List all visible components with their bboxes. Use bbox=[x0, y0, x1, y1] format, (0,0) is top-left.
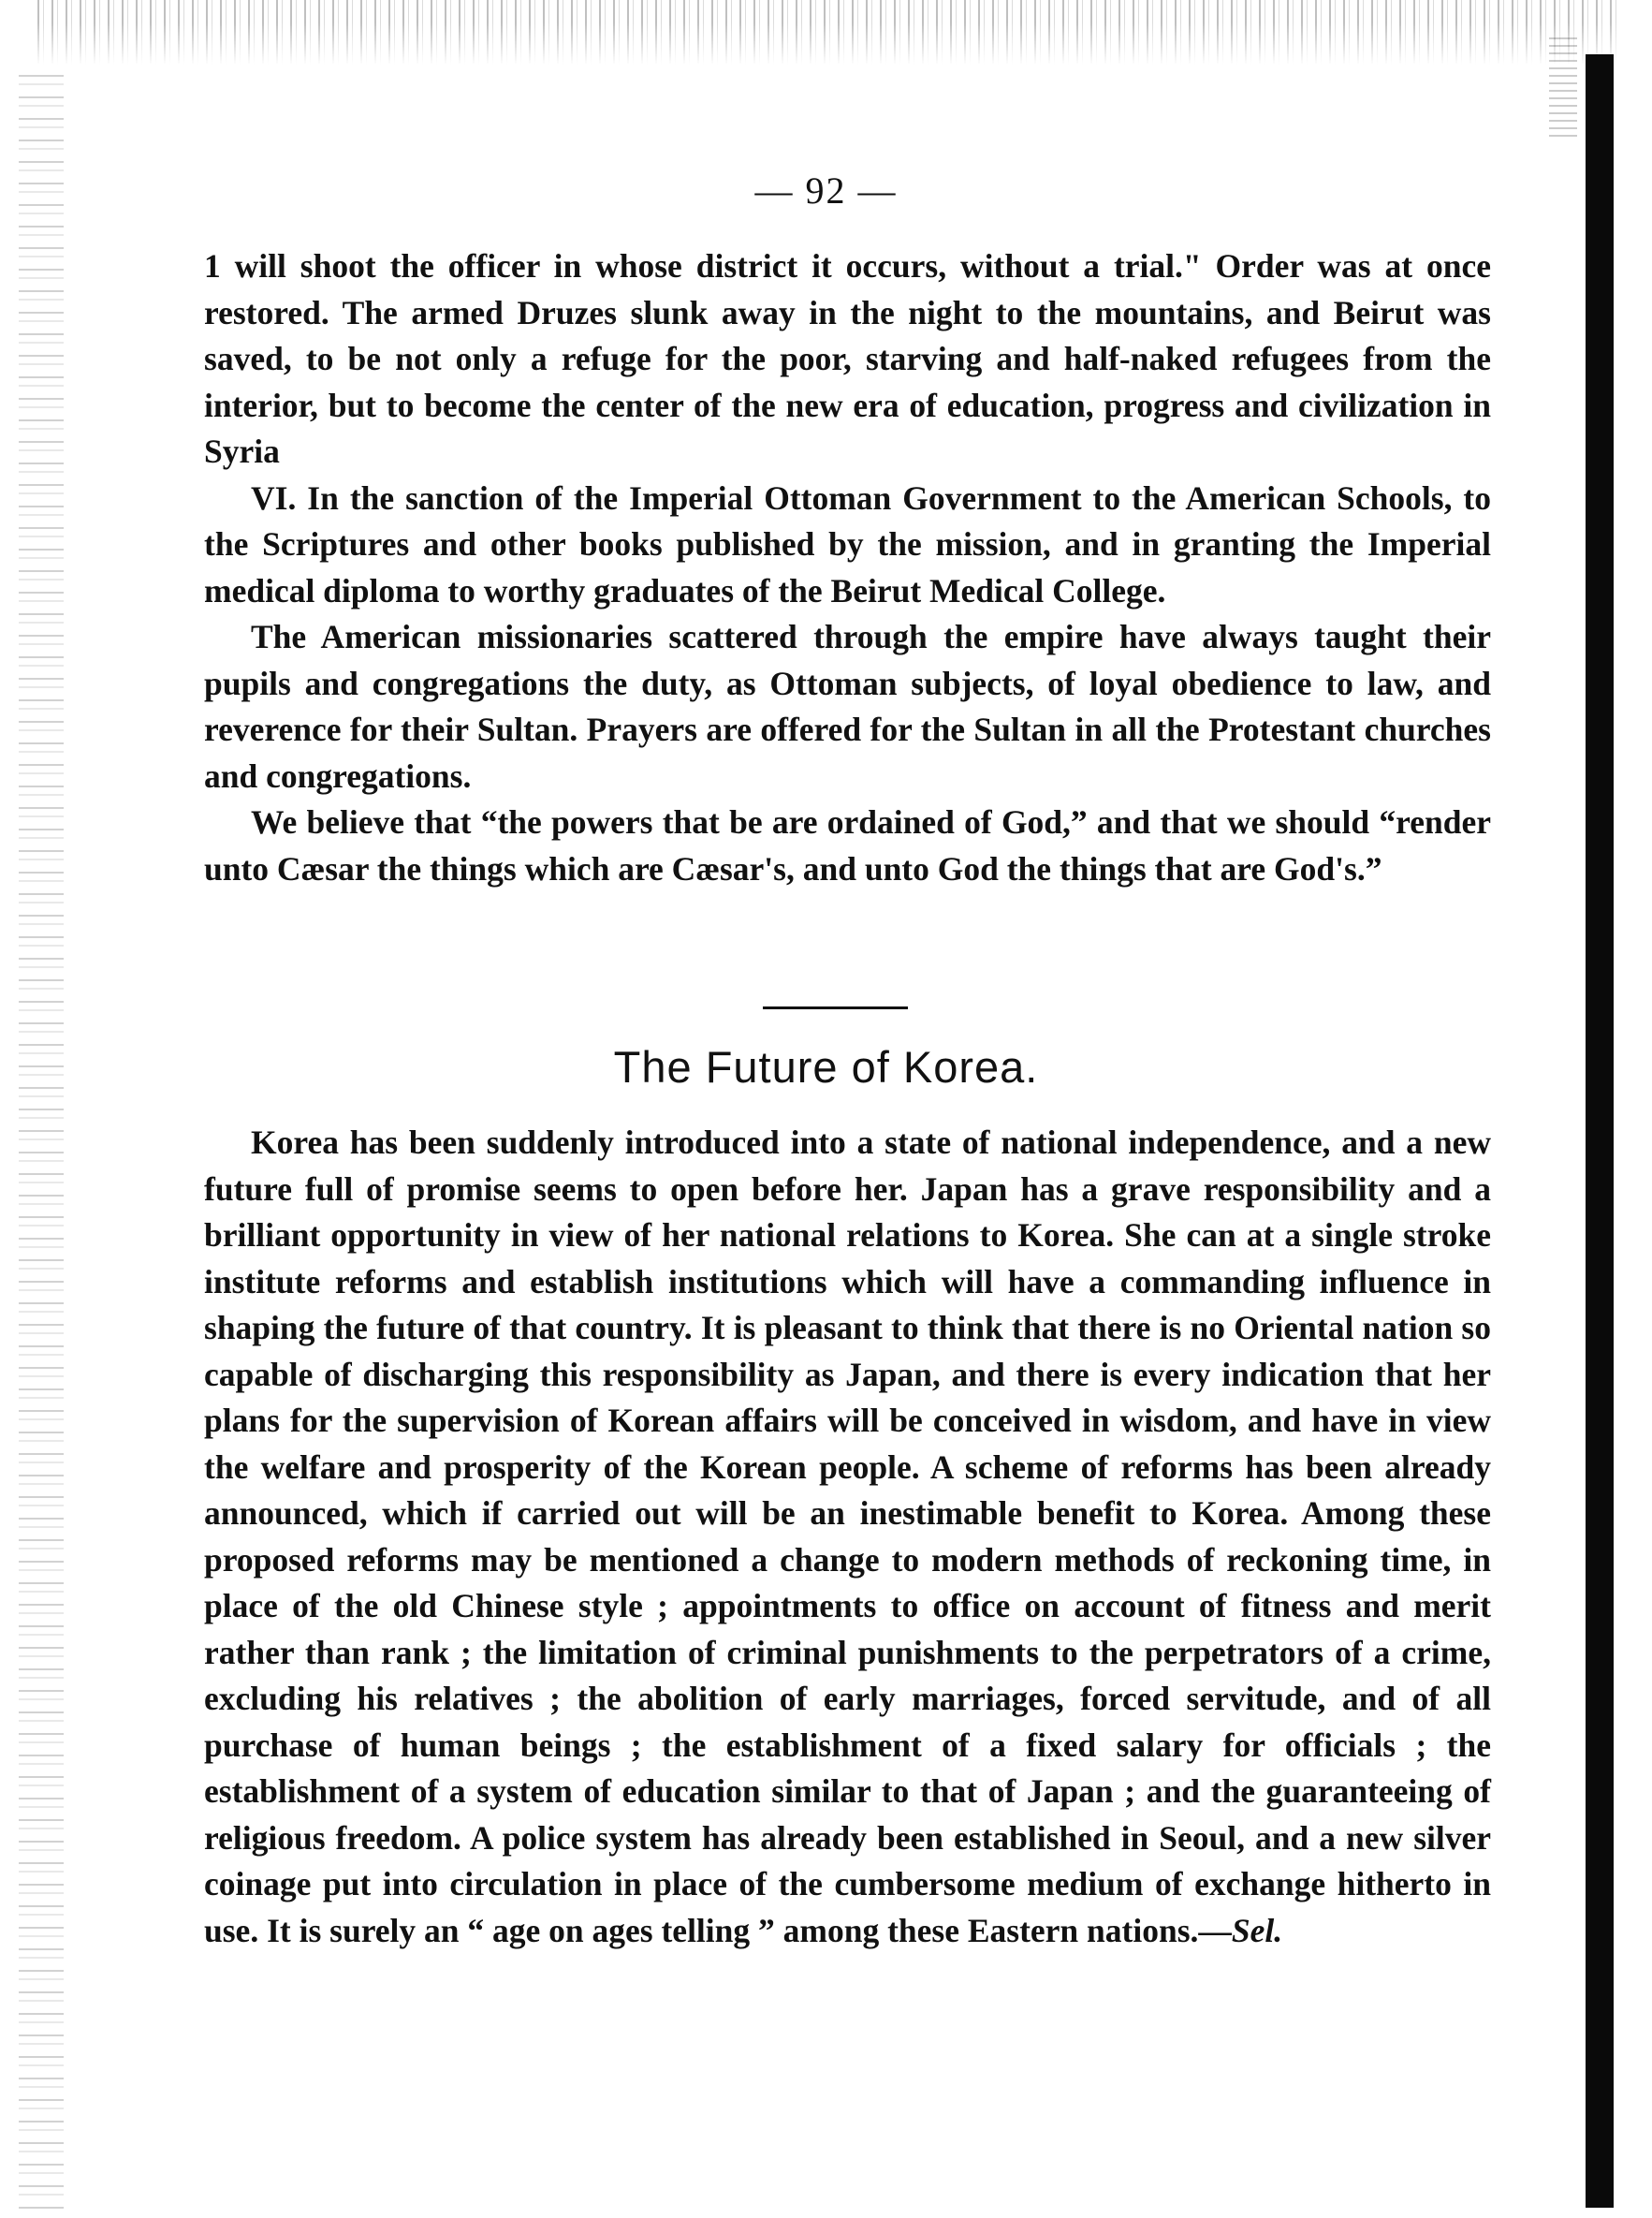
page-number: — 92 — bbox=[754, 169, 898, 212]
section-title: The Future of Korea. bbox=[613, 1042, 1039, 1092]
paragraph: We believe that “the powers that be are ordained of God,” and that we should “render unto Cæsar the things which are Cæsar's, and unto God the things that are God's.” bbox=[204, 803, 1491, 888]
paragraph: 1 will shoot the officer in whose district it occurs, without a trial." Order was at once restored. The armed Druzes slunk away in the night to the mountains, and Beirut was saved, to be not only a refuge for the poor, starving and half-naked refugees from the interior, but to become the center of the new era of education, progress and civilization in Syria bbox=[204, 247, 1491, 470]
paragraph: The American missionaries scattered through the empire have always taught their pupils and congregations the duty, as Ottoman subjects, of loyal obedience to law, and reverence for their Sultan. Prayers are offered for the Sultan in all the Protestant churches and congregations. bbox=[204, 618, 1491, 795]
scan-edge-bar bbox=[1586, 54, 1614, 2208]
first-section bbox=[204, 243, 1491, 892]
scan-noise-left bbox=[19, 75, 64, 2210]
scan-noise-right bbox=[1549, 37, 1577, 140]
paragraph-text: Korea has been suddenly introduced into a state of national independence, and a new future full of promise seems to open before her. Japan has a grave responsibility and a brilliant opportunity in view of her national relations to Korea. She can at a single stroke institute reforms and establish institutions which will have a commanding influence in shaping the future of that country. It is pleasant to think that there is no Oriental nation so capable of discharging this responsibility as Japan, and there is every indication that her plans for the supervision of Korean affairs will be conceived in wisdom, and have in view the welfare and prosperity of the Korean people. A scheme of reforms has been already announced, which if carried out will be an inestimable benefit to Korea. Among these proposed reforms may be mentioned a change to modern methods of reckoning time, in place of the old Chinese style ; appointments to office on account of fitness and merit rather than rank ; the limitation of criminal punishments to the perpetrators of a crime, excluding his relatives ; the abolition of early marriages, forced servitude, and of all purchase of human beings ; the establishment of a fixed salary for officials ; the establishment of a system of education similar to that of Japan ; and the guaranteeing of religious freedom. A police system has already been established in Seoul, and a new silver coinage put into circulation in place of the cumbersome medium of exchange hitherto in use. It is surely an “ age on ages telling ” among these Eastern nations.— bbox=[204, 1124, 1491, 1949]
paragraph: VI. In the sanction of the Imperial Ottoman Government to the American Schools, to the Scriptures and other books published by the mission, and in granting the Imperial medical diploma to worthy graduates of the Beirut Medical College. bbox=[204, 478, 1491, 610]
scan-noise-top bbox=[37, 0, 1619, 66]
section-divider bbox=[763, 1006, 908, 1009]
source-attribution: Sel. bbox=[1231, 1911, 1283, 1949]
second-section bbox=[204, 1120, 1491, 1954]
paragraph bbox=[204, 1120, 1491, 1954]
